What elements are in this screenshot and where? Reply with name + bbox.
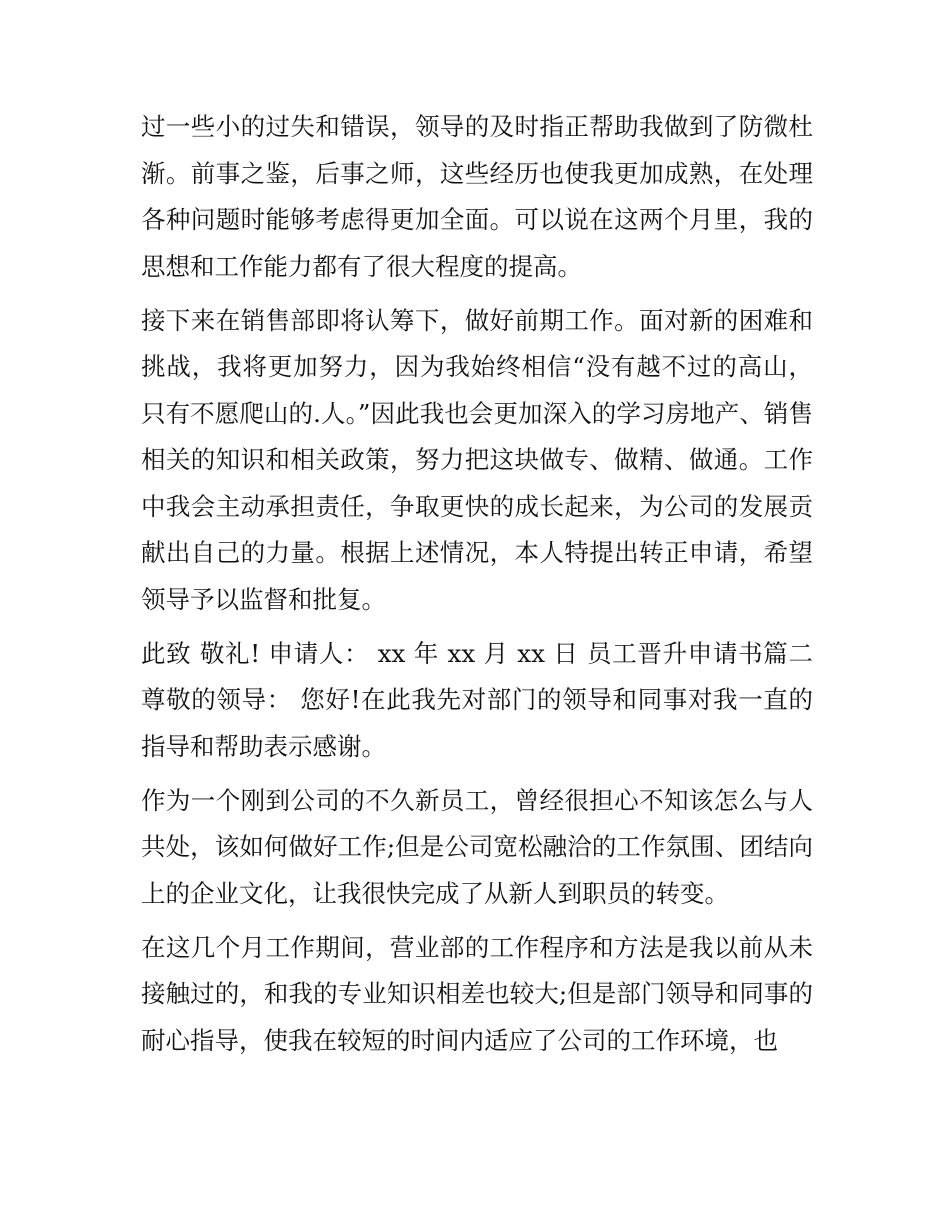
paragraph-1: 过一些小的过失和错误，领导的及时指正帮助我做到了防微杜渐。前事之鉴，后事之师，这些经历也使我更加成熟，在处理各种问题时能够考虑得更加全面。可以说在这两个月里，我的思想和工作能力都有了很大程度的提高。 [141,112,813,281]
paragraph-3: 此致 敬礼! 申请人： xx 年 xx 月 xx 日 员工晋升申请书篇二 尊敬的领导： 您好!在此我先对部门的领导和同事对我一直的指导和帮助表示感谢。 [141,638,813,761]
paragraph-4: 作为一个刚到公司的不久新员工，曾经很担心不知该怎么与人共处，该如何做好工作;但是公司宽松融洽的工作氛围、团结向上的企业文化，让我很快完成了从新人到职员的转变。 [141,785,813,908]
paragraph-2: 接下来在销售部即将认筹下，做好前期工作。面对新的困难和挑战，我将更加努力，因为我始终相信“没有越不过的高山，只有不愿爬山的.人。”因此我也会更加深入的学习房地产、销售相关的知识和相关政策，努力把这块做专、做精、做通。工作中我会主动承担责任，争取更快的成长起来，为公司的发展贡献出自己的力量。根据上述情况，本人特提出转正申请，希望领导予以监督和批复。 [141,305,813,614]
paragraph-5: 在这几个月工作期间，营业部的工作程序和方法是我以前从未接触过的，和我的专业知识相差也较大;但是部门领导和同事的耐心指导，使我在较短的时间内适应了公司的工作环境，也 [141,932,813,1055]
document-body [141,104,813,1072]
